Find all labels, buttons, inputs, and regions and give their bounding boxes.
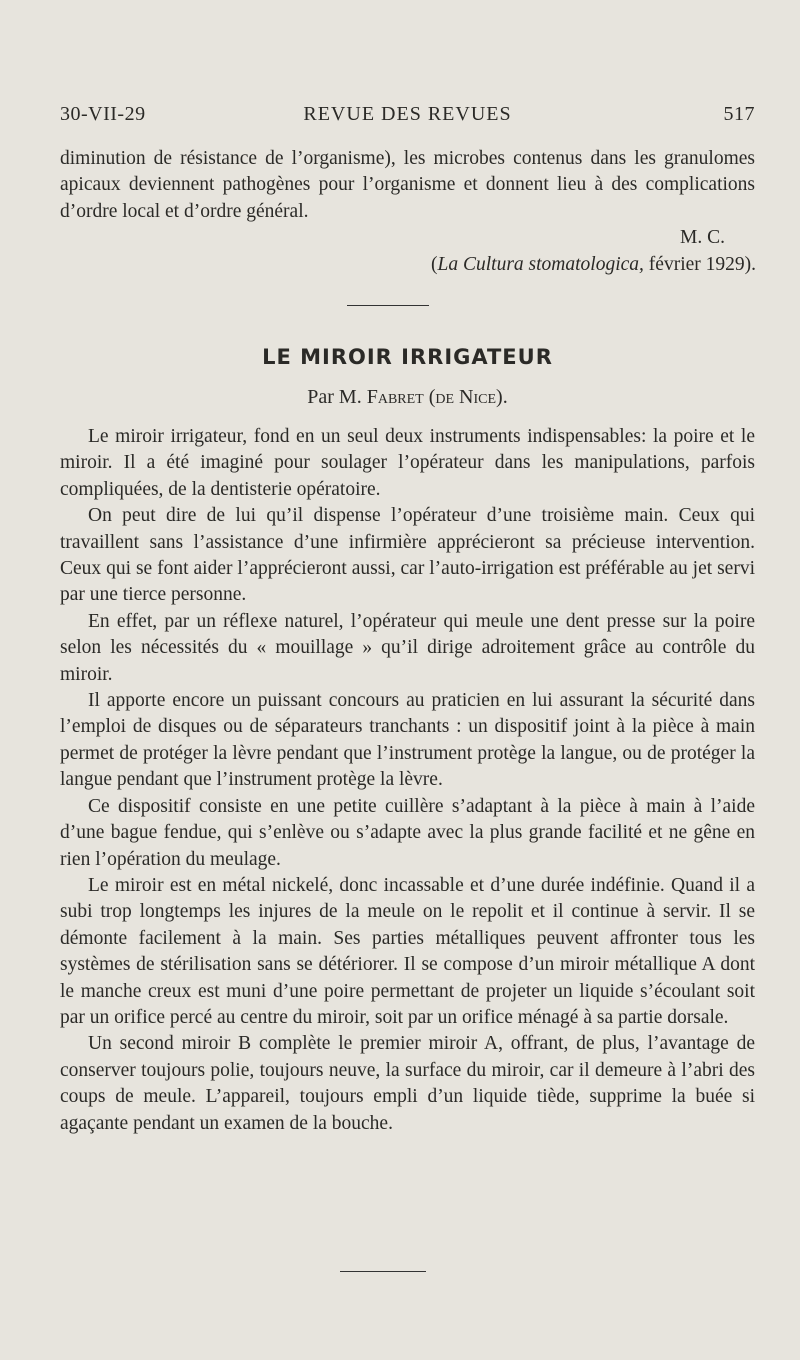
body-paragraph: Ce dispositif consiste en une petite cuillère s’adaptant à la pièce à main à l’aide d’une bague fendue, qui s’enlève ou s’adapte avec la plus grande facilité et ne gêne en rien l’opération du meulage.: [60, 795, 755, 870]
body-paragraph: Le miroir est en métal nickelé, donc incassable et d’une durée indéfinie. Quand il a subi trop longtemps les injures de la meule on le repolit et il continue à servir. Il se démonte facilement à la main. Ses parties métalliques peuvent affronter tous les systèmes de stérilisation sans se détériorer. Il se compose d’un miroir métallique A dont le manche creux est muni d’une poire permettant de projeter un liquide s’écoulant soit par un orifice percé au centre du miroir, soit par un orifice ménagé à sa partie dorsale.: [60, 874, 755, 1028]
previous-article-continuation: [60, 146, 755, 225]
running-head: [60, 103, 755, 133]
header-page-number: 517: [723, 103, 755, 125]
body-paragraph: Le miroir irrigateur, fond en un seul deux instruments indispensables: la poire et le miroir. Il a été imaginé pour soulager l’opérateur dans les manipulations, parfois compliquées, de la dentisterie opératoire.: [60, 426, 755, 500]
source-date: février 1929).: [643, 254, 756, 275]
header-journal-title: REVUE DES REVUES: [303, 103, 512, 125]
byline-prefix: Par M.: [307, 386, 367, 408]
body-paragraph: Un second miroir B complète le premier miroir A, offrant, de plus, l’avantage de conserver toujours polie, toujours neuve, la surface du miroir, car il demeure à l’abri des coups de meule. L’appareil, toujours empli d’un liquide tiède, supprime la buée si agaçante pendant un examen de la bouche.: [60, 1033, 755, 1134]
article-body: [60, 424, 755, 1137]
section-divider: [347, 305, 429, 306]
article-title: LE MIROIR IRRIGATEUR: [262, 345, 553, 369]
byline-author: Fabret: [366, 386, 424, 408]
closing-divider: [340, 1271, 426, 1272]
header-date: 30-VII-29: [60, 103, 146, 125]
body-paragraph: On peut dire de lui qu’il dispense l’opérateur d’une troisième main. Ceux qui travaillent sans l’assistance d’une infirmière apprécieront sa précieuse intervention. Ceux qui se font aider l’apprécieront aussi, car l’auto-irrigation est préférable au jet servi par une tierce personne.: [60, 505, 755, 606]
article-byline: [60, 386, 755, 409]
source-journal-title: La Cultura stomatologica,: [437, 254, 644, 275]
author-initials: M. C.: [680, 227, 725, 248]
body-paragraph: Il apporte encore un puissant concours au praticien en lui assurant la sécurité dans l’emploi de disques ou de séparateurs tranchants : un dispositif joint à la pièce à main permet de protéger la lèvre pendant que l’instrument protège la langue, ou de protéger la langue pendant que l’instrument protège la lèvre.: [60, 690, 755, 791]
source-citation: [431, 252, 756, 278]
body-paragraph: En effet, par un réflexe naturel, l’opérateur qui meule une dent presse sur la poire selon les nécessités du « mouillage » qu’il dirige adroitement grâce au contrôle du miroir.: [60, 610, 755, 685]
byline-place: (de Nice).: [423, 386, 508, 408]
source-open-paren: (: [431, 254, 438, 275]
continuation-paragraph: diminution de résistance de l’organisme), les microbes contenus dans les granulomes apicaux deviennent pathogènes pour l’organisme et donnent lieu à des complications d’ordre local et d’ordre général.: [60, 148, 755, 222]
